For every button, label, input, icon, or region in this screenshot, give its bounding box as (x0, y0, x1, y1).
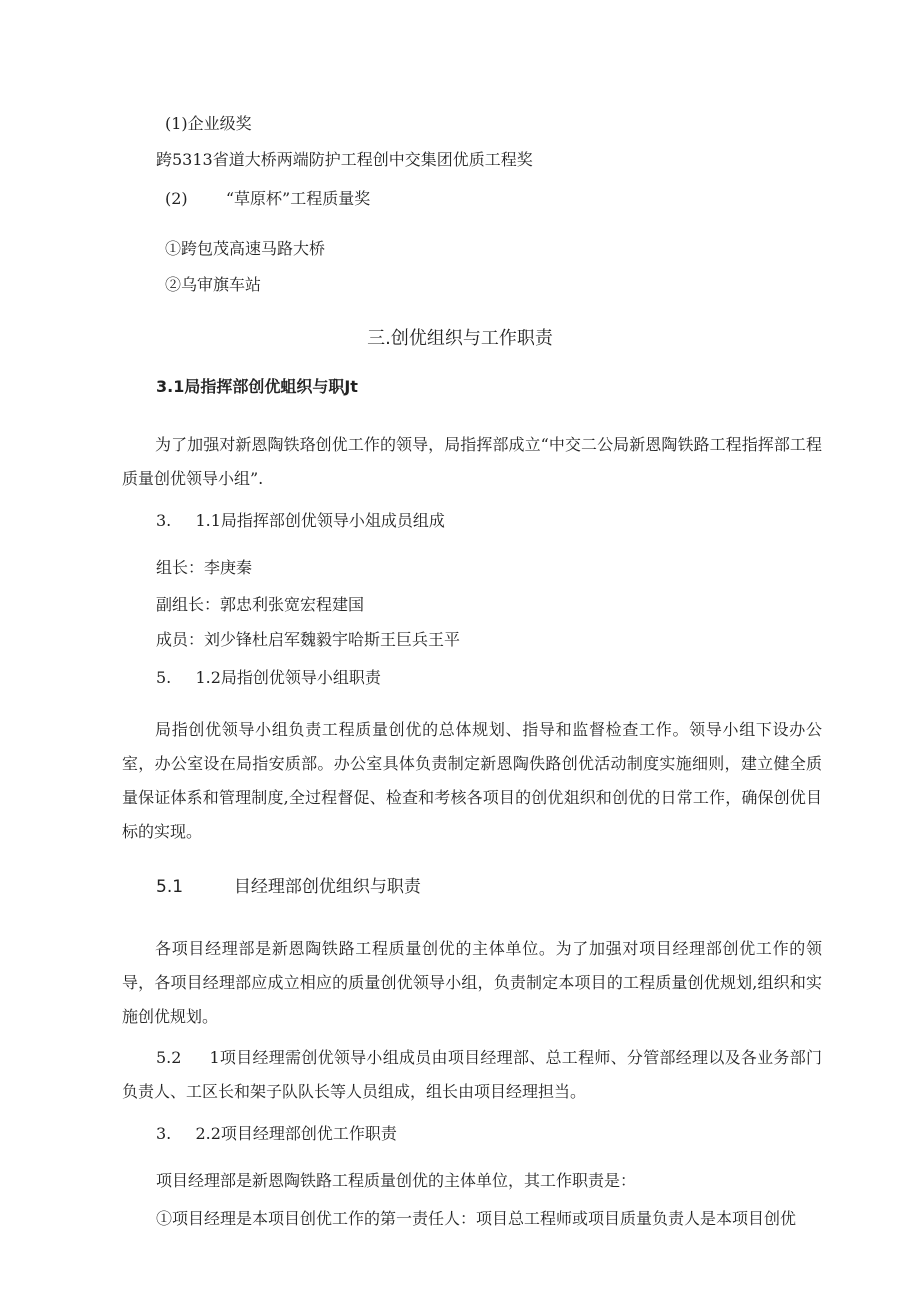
group-vice-leaders: 副组长：郭忠利张宽宏程建国 (156, 595, 365, 614)
award-grassland-cup-number: (2) (165, 189, 188, 208)
paragraph-project-group-members (122, 1041, 822, 1109)
paragraph-project-group-members-text: 1项目经理需创优领导小组成员由项目经理部、总工程师、分管部经理以及各业务部门负责人、工区长和架子队队长等人员组成，组长由项目经理担当。 (122, 1048, 822, 1101)
subsection-5-1-2-text: 1.2局指创优领导小组职责 (195, 668, 381, 687)
award-grassland-cup-text: “草原杯”工程质量奖 (225, 189, 371, 208)
group-leader: 组长：李庚秦 (156, 558, 253, 577)
subsection-5-1-heading (156, 877, 421, 897)
subsection-3-1-heading: 3.1局指挥部创优蛆织与职Jt (156, 377, 358, 396)
subsection-3-1-1-number: 3. (156, 511, 172, 530)
award-grassland-cup (165, 189, 370, 209)
subsection-5-1-number: 5.1 (156, 877, 184, 897)
subsection-3-2-2-number: 3. (156, 1124, 172, 1143)
paragraph-project-group-members-number: 5.2 (156, 1048, 182, 1067)
subsection-5-1-2-heading (156, 668, 381, 688)
paragraph-group-duties (122, 713, 822, 849)
paragraph-group-duties-text: 局指创优领导小组负责工程质量创优的总体规划、指导和监督检查工作。领导小组下设办公室，办公室设在局指安质部。办公室具体负责制定新恩陶佚路创优活动制度实施细则，建立健全质量保证体系和管理制度,全过程督促、检查和考核各项目的创优爼织和创优的日常工作，确保创优目标的实现。 (122, 720, 822, 841)
paragraph-leadership-group (122, 428, 822, 496)
subsection-3-2-2-text: 2.2项目经理部创优工作职责 (195, 1124, 397, 1143)
section-title: 三.创优组织与工作职责 (367, 328, 553, 349)
award-item-highway-bridge: ①跨包茂高速马路大桥 (165, 239, 326, 258)
award-item-bridge-protection: 跨5313省道大桥两端防护工程创中交集团优质工程奖 (156, 150, 533, 169)
paragraph-project-dept-text: 各项目经理部是新恩陶铁路工程质量创优的主体单位。为了加强对项目经理部创优工作的领导，各项目经理部应成立相应的质量创优领导小组，负责制定本项目的工程质量创优规划,组织和实施创优规划。 (122, 939, 822, 1026)
award-enterprise-level: (1)企业级奖 (165, 114, 252, 133)
subsection-3-1-1-heading (156, 511, 445, 531)
subsection-3-2-2-heading (156, 1124, 397, 1144)
paragraph-leadership-group-text: 为了加强对新恩陶铁珞创优工作的领导，局指挥部成立“中交二公局新恩陶铁路工程指挥部工程质量创优领导小组”. (122, 435, 822, 488)
subsection-5-1-2-number: 5. (156, 668, 172, 687)
paragraph-project-dept (122, 932, 822, 1034)
award-item-station: ②乌审旗车站 (165, 275, 262, 294)
paragraph-project-duties-intro: 项目经理部是新恩陶铁路工程质量创优的主体单位，其工作职责是： (156, 1171, 637, 1190)
subsection-5-1-text: 目经理部创优组织与职责 (233, 877, 421, 897)
paragraph-project-duty-1: ①项目经理是本项目创优工作的第一责任人：项目总工程师或项目质量负责人是本项目创优 (156, 1209, 797, 1228)
paragraph-project-group-members-line (122, 1041, 822, 1109)
group-members: 成员：刘少锋杜启军魏毅宇哈斯王巨兵王平 (156, 630, 461, 649)
subsection-3-1-1-text: 1.1局指挥部创优领导小俎成员组成 (195, 511, 445, 530)
